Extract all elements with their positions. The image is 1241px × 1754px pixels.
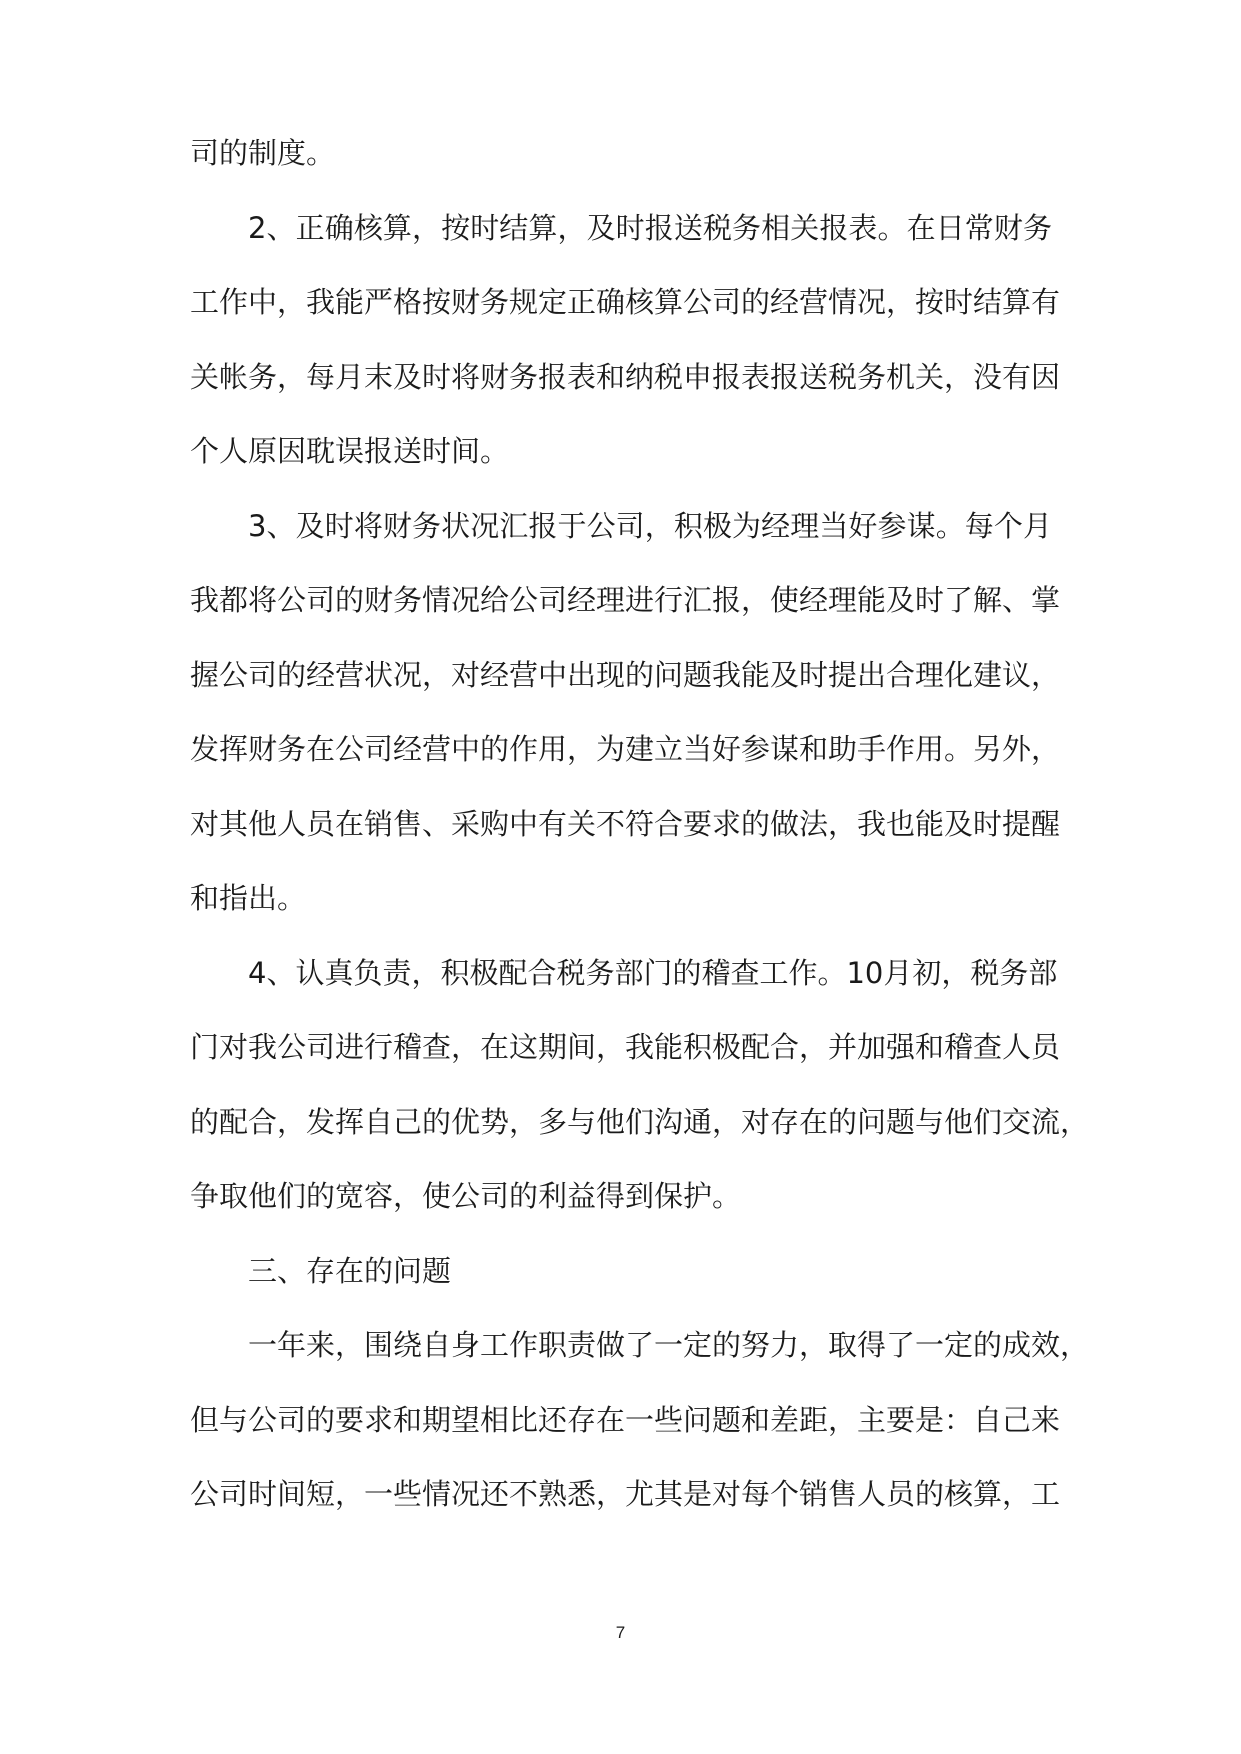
text-line: 争取他们的宽容，使公司的利益得到保护。 — [190, 1179, 742, 1213]
text-line: 对其他人员在销售、采购中有关不符合要求的做法，我也能及时提醒 — [190, 806, 1061, 841]
text-line: 和指出。 — [190, 881, 307, 915]
text-line: 2、正确核算，按时结算，及时报送税务相关报表。在日常财务 — [248, 210, 1052, 245]
text-line: 发挥财务在公司经营中的作用，为建立当好参谋和助手作用。另外， — [190, 732, 1061, 766]
text-line: 的配合，发挥自己的优势，多与他们沟通，对存在的问题与他们交流， — [190, 1104, 1090, 1139]
text-line: 3、及时将财务状况汇报于公司，积极为经理当好参谋。每个月 — [248, 508, 1052, 543]
text-line: 4、认真负责，积极配合税务部门的稽查工作。10月初，税务部 — [248, 955, 1058, 990]
text-line: 个人原因耽误报送时间。 — [190, 434, 510, 468]
page-number: 7 — [615, 1623, 626, 1642]
text-line: 公司时间短，一些情况还不熟悉，尤其是对每个销售人员的核算，工 — [190, 1477, 1061, 1511]
text-line: 一年来，围绕自身工作职责做了一定的努力，取得了一定的成效， — [248, 1328, 1090, 1362]
text-line: 握公司的经营状况，对经营中出现的问题我能及时提出合理化建议， — [190, 657, 1061, 692]
text-line: 我都将公司的财务情况给公司经理进行汇报，使经理能及时了解、掌 — [190, 583, 1061, 617]
text-line: 司的制度。 — [190, 136, 336, 170]
text-line: 关帐务，每月末及时将财务报表和纳税申报表报送税务机关，没有因 — [190, 359, 1061, 394]
text-line: 门对我公司进行稽查，在这期间，我能积极配合，并加强和稽查人员 — [190, 1030, 1061, 1064]
text-line: 三、存在的问题 — [248, 1253, 452, 1288]
text-line: 工作中，我能严格按财务规定正确核算公司的经营情况，按时结算有 — [190, 285, 1061, 319]
text-line: 但与公司的要求和期望相比还存在一些问题和差距，主要是：自己来 — [190, 1402, 1061, 1437]
